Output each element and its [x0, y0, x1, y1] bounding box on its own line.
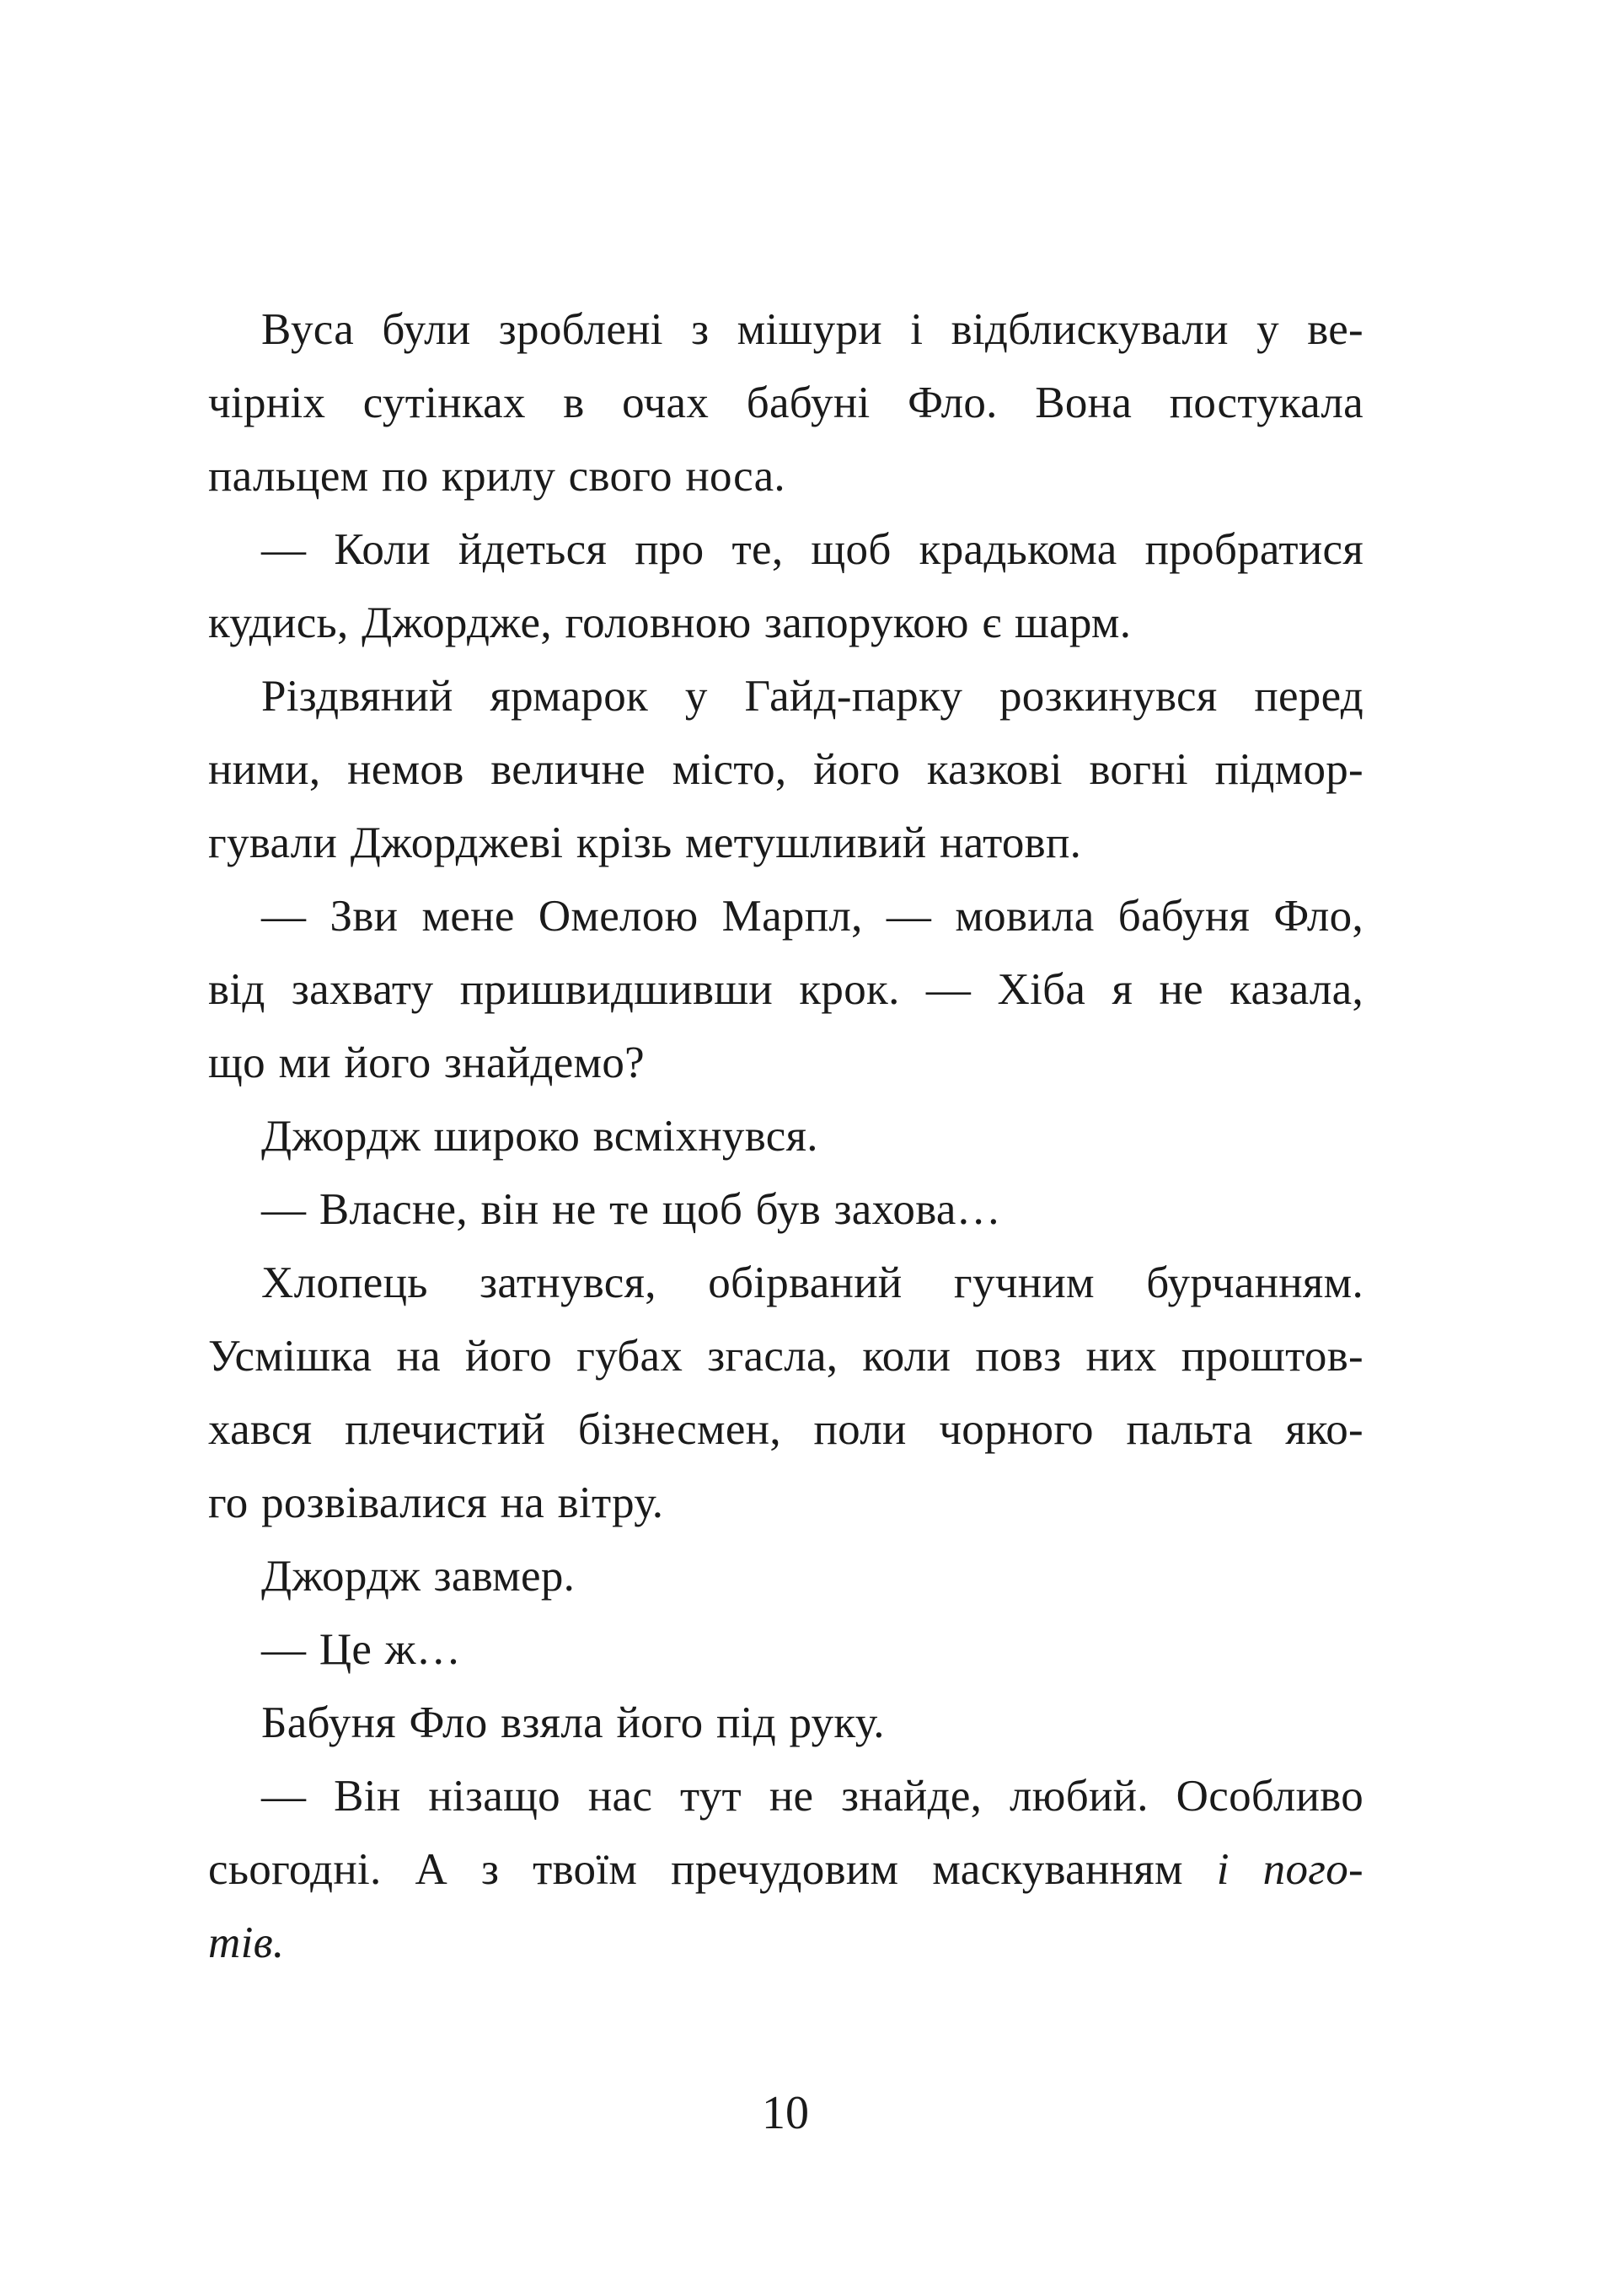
text-line: — Власне, він не те щоб був захова…	[261, 1185, 1001, 1234]
text-line: — Це ж…	[261, 1625, 462, 1674]
text-line: Усмішка на його губах згасла, коли повз них проштов-	[208, 1332, 1364, 1381]
text-line: гували Джорджеві крізь метушливий натовп.	[208, 818, 1082, 867]
text-line: — Коли йдеться про те, щоб крадькома пробратися	[261, 525, 1364, 574]
text-line: кудись, Джордже, головною запорукою є шарм.	[208, 598, 1132, 647]
text-line	[208, 1907, 1364, 1980]
text-line: го розвівалися на вітру.	[208, 1478, 664, 1527]
italic-text-segment: і пого-	[1216, 1845, 1364, 1894]
text-line: Джордж широко всміхнувся.	[261, 1112, 818, 1161]
text-line: — Він нізащо нас тут не знайде, любий. Особливо	[261, 1772, 1364, 1821]
text-line: хався плечистий бізнесмен, поли чорного пальта яко-	[208, 1405, 1364, 1454]
text-line: Бабуня Фло взяла його під руку.	[261, 1698, 885, 1747]
text-line: чірніх сутінках в очах бабуні Фло. Вона постукала	[208, 378, 1364, 427]
text-line	[208, 1833, 1364, 1907]
text-line: — Зви мене Омелою Марпл, — мовила бабуня Фло,	[261, 892, 1364, 941]
text-segment: сьогодні. А з твоїм пречудовим маскуванням	[208, 1845, 1217, 1894]
text-line: Хлопець затнувся, обірваний гучним бурчанням.	[261, 1258, 1364, 1307]
text-line: пальцем по крилу свого носа.	[208, 452, 785, 501]
text-line: що ми його знайдемо?	[208, 1038, 645, 1087]
text-line: Вуса були зроблені з мішури і відблискували у ве-	[261, 305, 1364, 354]
page-number: 10	[762, 2087, 809, 2139]
text-line: Джордж завмер.	[261, 1552, 576, 1601]
text-line: ними, немов величне місто, його казкові вогні підмор-	[208, 745, 1364, 794]
body-text	[208, 293, 1364, 1980]
text-line: від захвату пришвидшивши крок. — Хіба я не казала,	[208, 965, 1364, 1014]
italic-text-segment: тів.	[208, 1918, 285, 1967]
text-line: Різдвяний ярмарок у Гайд-парку розкинувся перед	[261, 672, 1364, 721]
